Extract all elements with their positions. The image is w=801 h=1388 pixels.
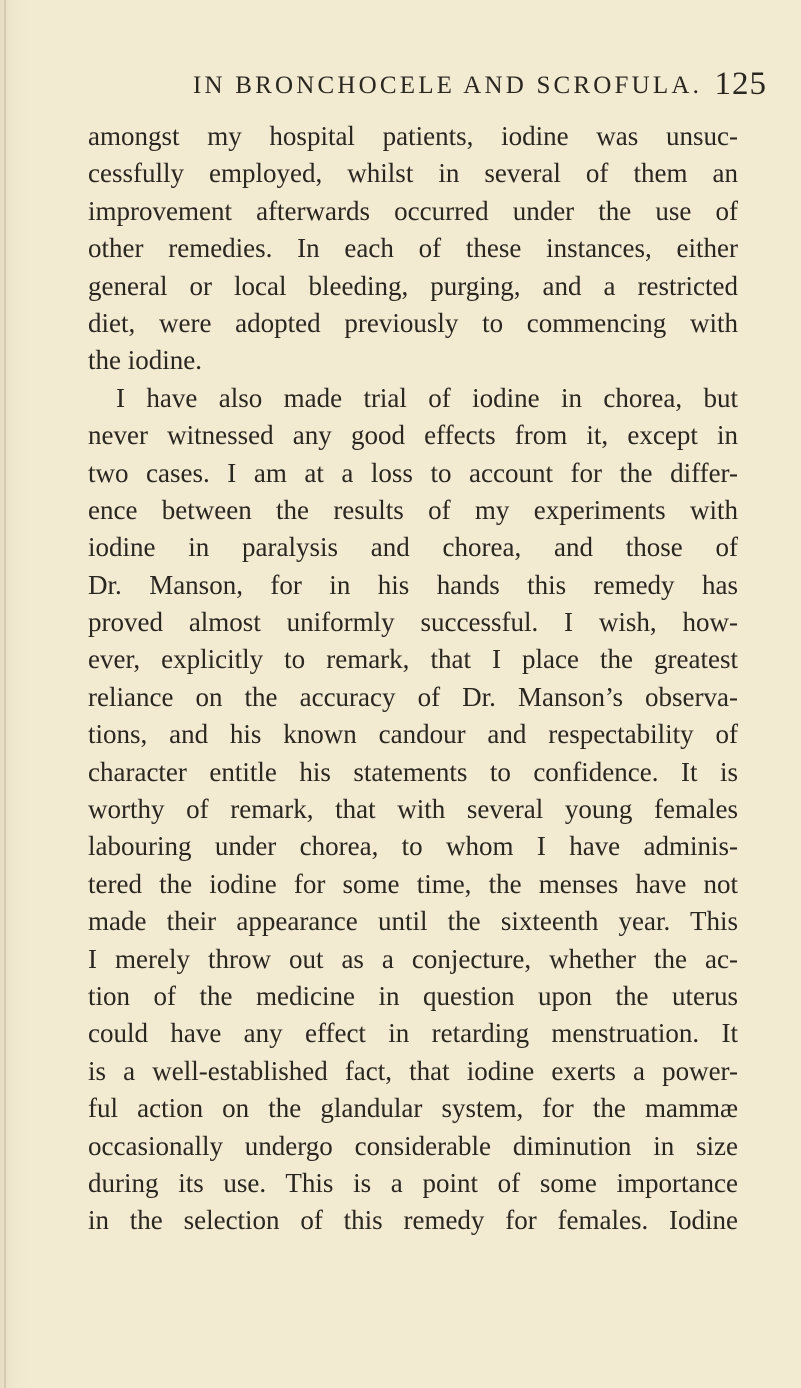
body-text: [88, 118, 738, 1240]
text-line: ever, explicitly to remark, that I place the greatest: [88, 644, 738, 675]
text-line: proved almost uniformly successful. I wish, how-: [88, 607, 738, 638]
text-line: worthy of remark, that with several young females: [88, 794, 738, 825]
text-line: labouring under chorea, to whom I have adminis-: [88, 831, 738, 862]
text-line: amongst my hospital patients, iodine was unsuc-: [88, 121, 738, 151]
text-line: ful action on the glandular system, for the mammæ: [88, 1093, 738, 1124]
page-number: 125: [714, 66, 767, 102]
text-line: in the selection of this remedy for females. Iodine: [88, 1205, 738, 1236]
text-line: two cases. I am at a loss to account for the differ-: [88, 457, 738, 488]
text-line: during its use. This is a point of some importance: [88, 1167, 738, 1198]
text-line: is a well-established fact, that iodine exerts a power-: [88, 1055, 738, 1086]
text-line: tions, and his known candour and respectability of: [88, 719, 738, 750]
text-line: made their appearance until the sixteenth year. This: [88, 906, 738, 937]
text-line: I merely throw out as a conjecture, whether the ac-: [88, 943, 738, 974]
text-line: never witnessed any good effects from it, except in: [88, 420, 738, 451]
text-line: tion of the medicine in question upon the uterus: [88, 980, 738, 1011]
text-line: I have also made trial of iodine in chorea, but: [116, 382, 738, 413]
text-line: could have any effect in retarding menstruation. It: [88, 1018, 738, 1049]
text-line: tered the iodine for some time, the menses have not: [88, 868, 738, 899]
running-head: [193, 66, 783, 112]
text-line: ence between the results of my experiments with: [88, 494, 738, 525]
text-line: improvement afterwards occurred under the use of: [88, 195, 738, 226]
text-line: character entitle his statements to confidence. It is: [88, 756, 738, 787]
text-line: diet, were adopted previously to commencing with: [88, 307, 738, 338]
text-line: the iodine.: [88, 345, 202, 376]
text-line: Dr. Manson, for in his hands this remedy has: [88, 569, 738, 600]
binding-gutter: [4, 0, 6, 1388]
text-line: iodine in paralysis and chorea, and those of: [88, 532, 738, 563]
running-head-title: IN BRONCHOCELE AND SCROFULA.: [193, 72, 703, 99]
text-line: reliance on the accuracy of Dr. Manson’s observa-: [88, 681, 738, 712]
text-line: general or local bleeding, purging, and a restricted: [88, 270, 738, 301]
text-line: other remedies. In each of these instances, either: [88, 233, 738, 264]
text-line: occasionally undergo considerable diminution in size: [88, 1130, 738, 1161]
text-line: cessfully employed, whilst in several of them an: [88, 158, 738, 189]
